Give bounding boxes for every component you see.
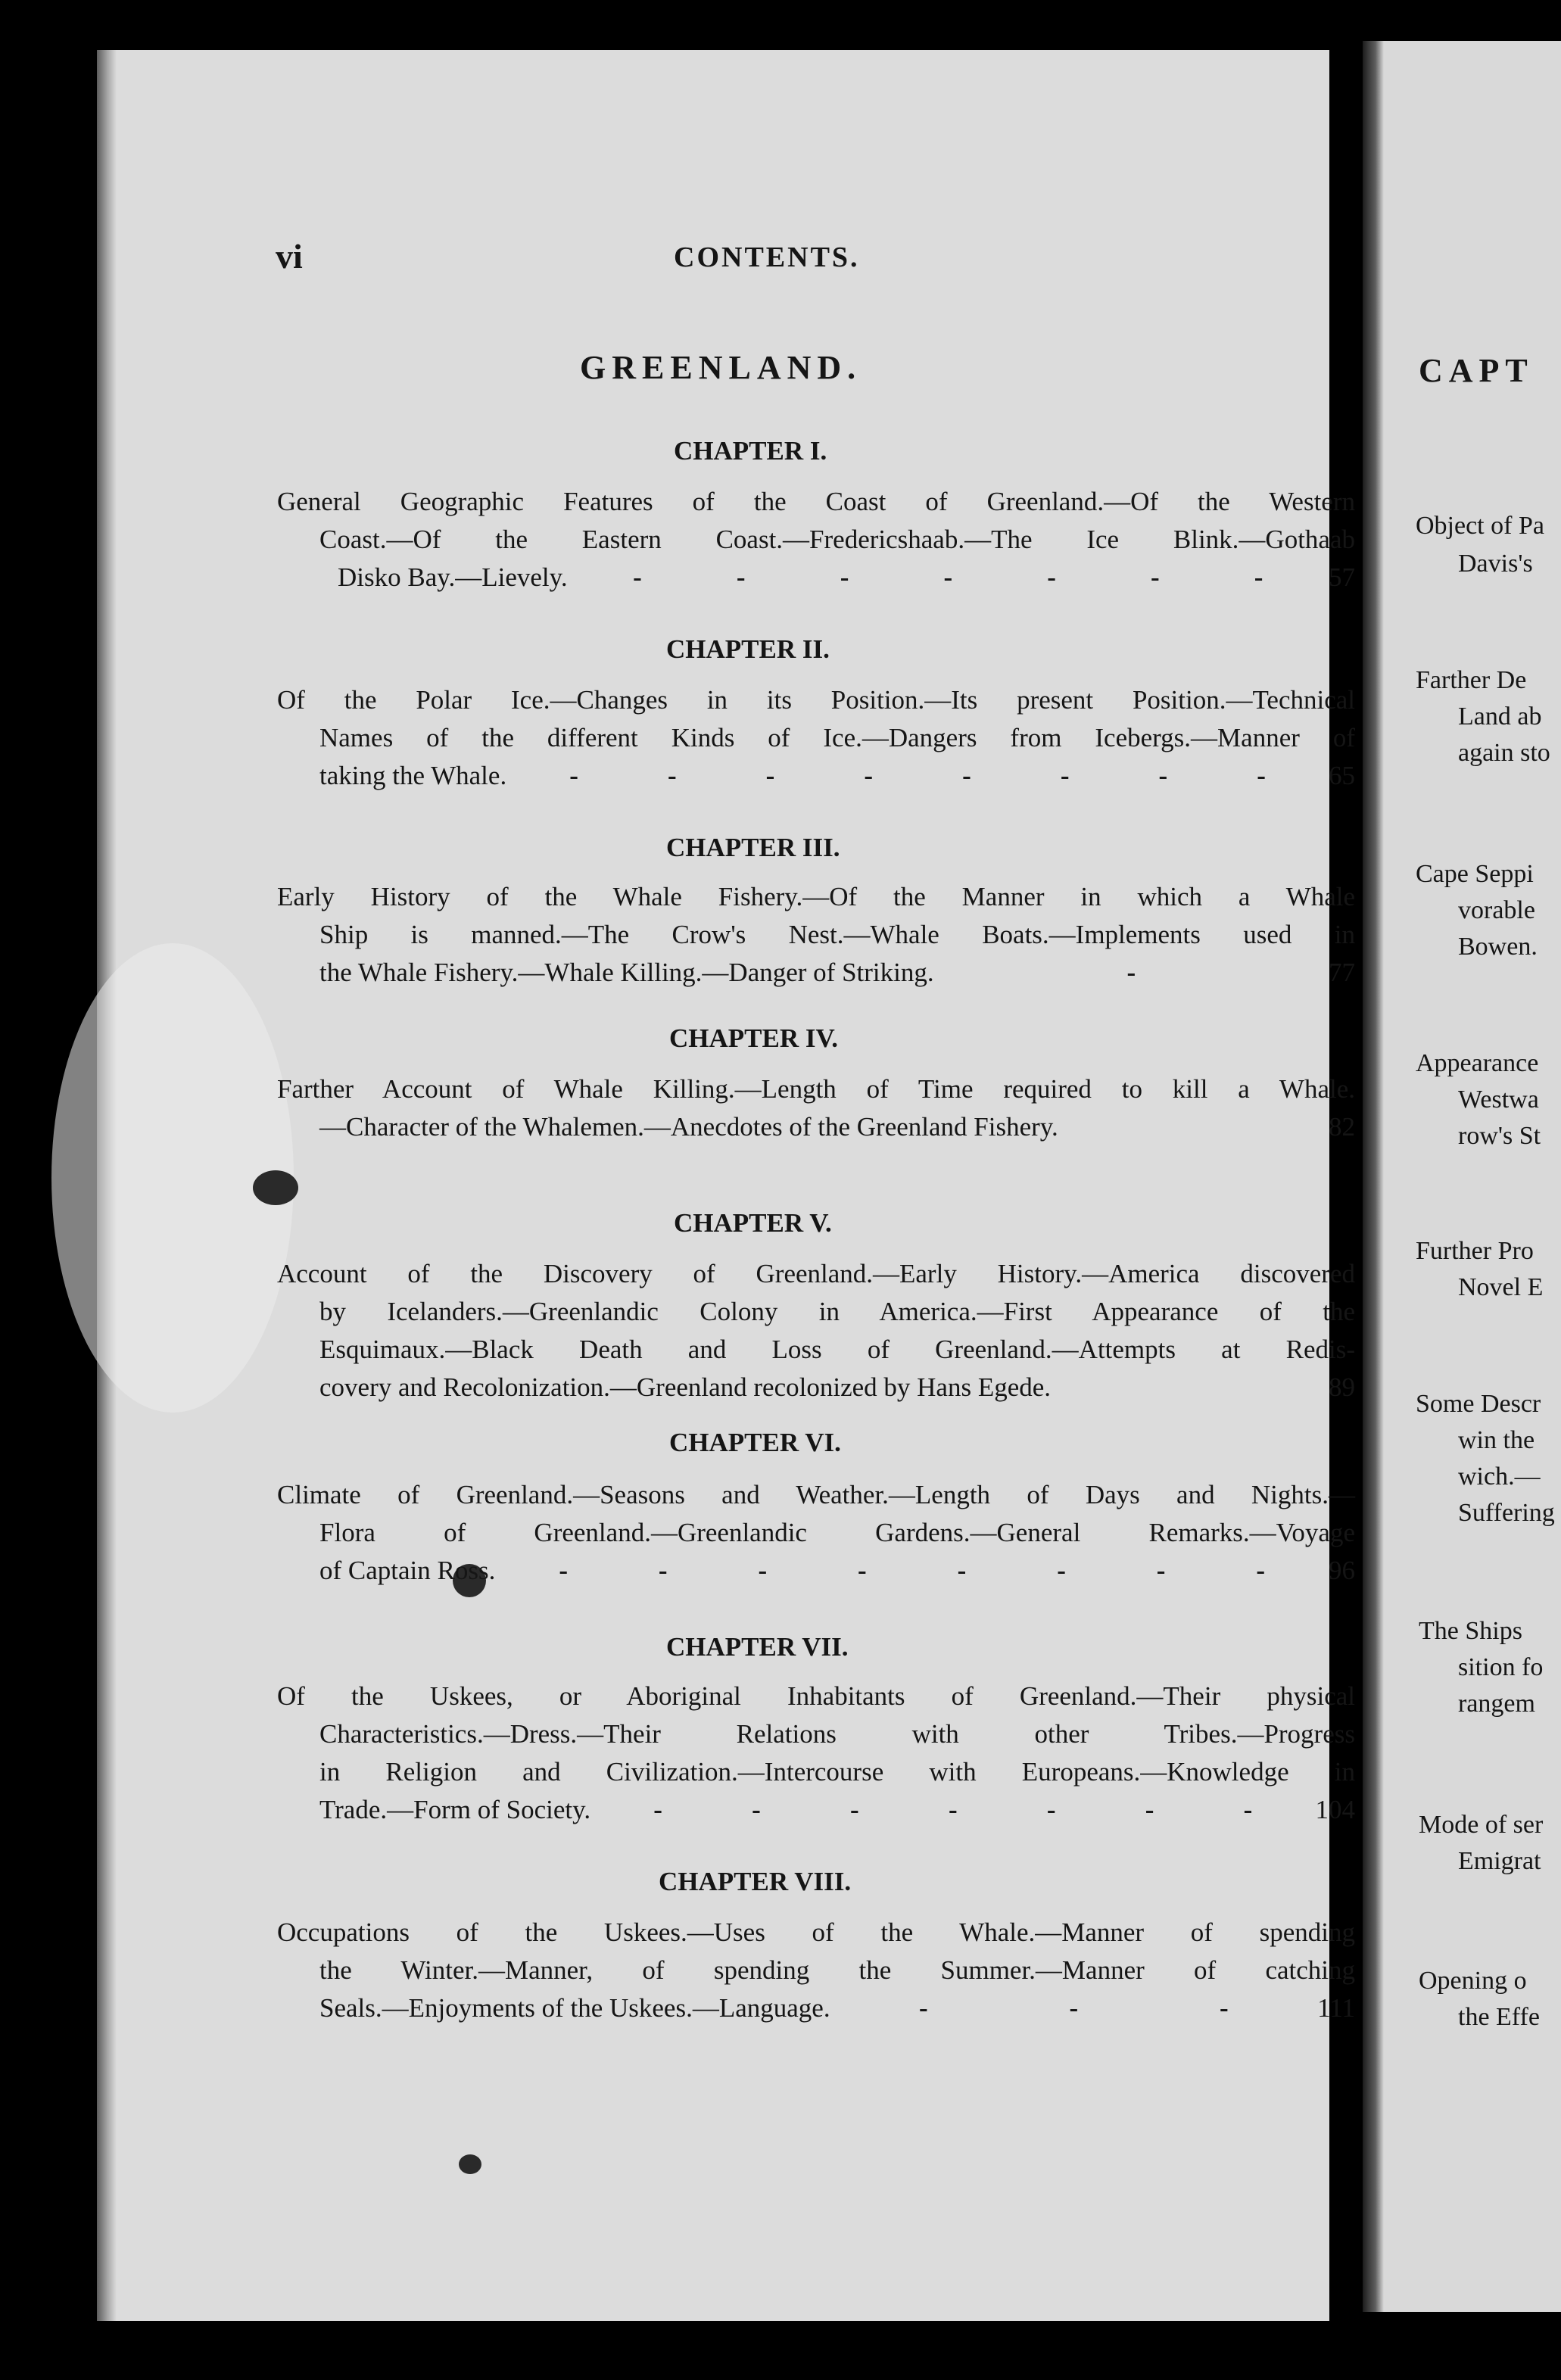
entry-line: Account of the Discovery of Greenland.—Early History.—America discovered [277,1259,1355,1288]
right-entry-fragment: Westwa [1458,1086,1539,1114]
entry-line: Esquimaux.—Black Death and Loss of Greenland.—Attempts at Redis- [319,1335,1355,1364]
entry-line: in Religion and Civilization.—Intercourse with Europeans.—Knowledge in [319,1757,1355,1787]
page-ref: 104 [1315,1795,1355,1824]
chapter-heading: CHAPTER II. [666,634,830,664]
entry-line: by Icelanders.—Greenlandic Colony in America.—First Appearance of the [319,1297,1355,1326]
right-entry-fragment: Emigrat [1458,1847,1541,1875]
entry-line: Early History of the Whale Fishery.—Of the Manner in which a Whale [277,882,1355,911]
entry-line: General Geographic Features of the Coast of Greenland.—Of the Western [277,487,1355,516]
page-number: vi [276,237,303,276]
chapter-entry [277,1678,1355,1829]
dot-leader: - - - - - - - - [559,1556,1266,1585]
chapter-entry [277,1255,1355,1407]
right-entry-fragment: win the [1458,1426,1535,1454]
right-entry-fragment: rangem [1458,1690,1535,1718]
chapter-entry [277,483,1355,597]
right-entry-fragment: again sto [1458,739,1550,767]
right-entry-fragment: The Ships [1419,1617,1522,1645]
chapter-heading: CHAPTER VIII. [659,1867,852,1896]
right-section-title: CAPT [1419,352,1534,389]
gutter-shadow [1363,41,1384,2312]
right-entry-fragment: Cape Seppi [1416,860,1534,888]
entry-line: Of the Uskees, or Aboriginal Inhabitants of Greenland.—Their physical [277,1681,1355,1711]
entry-line: the Winter.—Manner, of spending the Summer.—Manner of catching [319,1955,1355,1985]
right-entry-fragment: vorable [1458,896,1535,924]
section-title: GREENLAND. [580,349,862,386]
entry-line: Farther Account of Whale Killing.—Length of Time required to kill a Whale. [277,1074,1355,1104]
entry-line [277,1369,1355,1407]
entry-line [277,757,1355,795]
dot-leader: - - - - - - - [633,562,1263,592]
right-entry-fragment: Land ab [1458,702,1542,731]
right-entry-fragment: sition fo [1458,1653,1544,1681]
entry-text: Disko Bay.—Lievely. [338,562,568,592]
entry-text: Trade.—Form of Society. [319,1795,591,1824]
right-entry-fragment: Object of Pa [1416,512,1544,540]
entry-line [277,954,1355,992]
dot-leader: - - - [919,1993,1229,2023]
chapter-entry [277,681,1355,795]
entry-line [277,1989,1355,2027]
chapter-heading: CHAPTER III. [666,833,840,862]
entry-line: Flora of Greenland.—Greenlandic Gardens.—General Remarks.—Voyage [319,1518,1355,1547]
right-entry-fragment: Bowen. [1458,933,1538,961]
chapter-heading: CHAPTER VII. [666,1632,849,1662]
chapter-entry [277,1070,1355,1146]
right-entry-fragment: row's St [1458,1122,1541,1150]
right-entry-fragment: Davis's [1458,550,1533,578]
right-entry-fragment: Some Descr [1416,1390,1541,1418]
chapter-entry [277,878,1355,992]
right-entry-fragment: Further Pro [1416,1237,1534,1265]
entry-line: Coast.—Of the Eastern Coast.—Fredericshaab.—The Ice Blink.—Gothaab [319,525,1355,554]
right-entry-fragment: Mode of ser [1419,1811,1544,1839]
page-ref: 65 [1329,761,1355,790]
ink-blot [459,2154,481,2174]
chapter-heading: CHAPTER I. [674,436,827,466]
chapter-entry [277,1476,1355,1590]
entry-line: Of the Polar Ice.—Changes in its Position.—Its present Position.—Technical [277,685,1355,715]
right-entry-fragment: Suffering [1458,1499,1555,1527]
page-ref: 96 [1329,1556,1355,1585]
running-head: CONTENTS. [674,241,860,273]
chapter-heading: CHAPTER V. [674,1208,832,1238]
right-entry-fragment: Novel E [1458,1273,1544,1301]
entry-line: Climate of Greenland.—Seasons and Weather.—Length of Days and Nights.— [277,1480,1355,1509]
entry-text: of Captain Ross. [319,1556,496,1585]
page-ref: 89 [1329,1372,1355,1402]
dot-leader: - - - - - - - - [569,761,1266,790]
entry-line [277,1791,1355,1829]
ink-blot [253,1170,298,1205]
chapter-heading: CHAPTER IV. [669,1023,839,1053]
entry-text: covery and Recolonization.—Greenland recolonized by Hans Egede. [319,1372,1052,1402]
entry-text: —Character of the Whalemen.—Anecdotes of the Greenland Fishery. [319,1112,1058,1142]
entry-line [277,1552,1355,1590]
entry-line: Occupations of the Uskees.—Uses of the Whale.—Manner of spending [277,1917,1355,1947]
chapter-entry [277,1914,1355,2027]
entry-text: the Whale Fishery.—Whale Killing.—Danger of Striking. [319,958,934,987]
dot-leader: - [1126,958,1136,987]
page-ref: 57 [1329,562,1355,592]
page-ref: 82 [1329,1112,1355,1142]
right-entry-fragment: wich.— [1458,1463,1541,1491]
left-page [97,50,1355,2321]
entry-line [277,559,1355,597]
entry-text: taking the Whale. [319,761,507,790]
entry-text: Seals.—Enjoyments of the Uskees.—Language. [319,1993,830,2023]
entry-line: Characteristics.—Dress.—Their Relations with other Tribes.—Progress [319,1719,1355,1749]
dot-leader: - - - - - - - [653,1795,1253,1824]
page-ref: 111 [1317,1993,1355,2023]
right-entry-fragment: Farther De [1416,666,1527,694]
right-entry-fragment: Opening o [1419,1967,1527,1995]
right-entry-fragment: Appearance [1416,1049,1539,1077]
entry-line: Names of the different Kinds of Ice.—Dangers from Icebergs.—Manner of [319,723,1355,752]
right-page-fragment [1363,41,1561,2312]
right-entry-fragment: the Effe [1458,2003,1540,2031]
page-ref: 77 [1329,958,1355,987]
entry-line [277,1108,1355,1146]
chapter-heading: CHAPTER VI. [669,1428,841,1457]
entry-line: Ship is manned.—The Crow's Nest.—Whale Boats.—Implements used in [319,920,1355,949]
